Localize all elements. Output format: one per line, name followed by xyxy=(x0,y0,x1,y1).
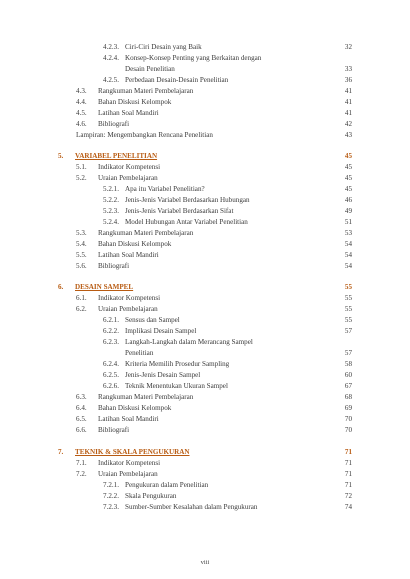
toc-entry-page: 68 xyxy=(344,393,352,401)
toc-entry-title: Skala Pengukuran xyxy=(125,492,177,500)
toc-entry-number: 7.2.3. xyxy=(103,503,119,511)
toc-chapter-heading[interactable] xyxy=(0,447,410,458)
toc-entry-number: 5.3. xyxy=(76,229,87,237)
toc-entry[interactable] xyxy=(0,381,410,392)
toc-entry[interactable] xyxy=(0,130,410,141)
toc-entry[interactable] xyxy=(0,173,410,184)
toc-entry-page: 41 xyxy=(344,87,352,95)
toc-entry[interactable] xyxy=(0,502,410,513)
toc-entry-number: 5.2.1. xyxy=(103,185,119,193)
toc-entry-number: 5.5. xyxy=(76,251,87,259)
toc-entry-page: 57 xyxy=(344,349,352,357)
toc-entry-page: 58 xyxy=(344,360,352,368)
toc-entry-number: 5.2. xyxy=(76,174,87,182)
toc-entry[interactable] xyxy=(0,162,410,173)
toc-entry[interactable] xyxy=(0,326,410,337)
toc-entry-title: Jenis-Jenis Desain Sampel xyxy=(125,371,201,379)
toc-entry-title: Uraian Pembelajaran xyxy=(98,174,158,182)
toc-entry[interactable] xyxy=(0,97,410,108)
toc-entry-page: 33 xyxy=(344,65,352,73)
toc-entry-title: Apa itu Variabel Penelitian? xyxy=(125,185,205,193)
toc-entry-title: Konsep-Konsep Penting yang Berkaitan dengan xyxy=(125,54,262,62)
toc-entry-title: Pengukuran dalam Penelitian xyxy=(125,481,209,489)
toc-entry-page: 55 xyxy=(344,294,352,302)
toc-entry-title: Lampiran: Mengembangkan Rencana Penelitian xyxy=(76,131,213,139)
toc-entry[interactable] xyxy=(0,64,410,75)
toc-entry-number: 6. xyxy=(58,283,64,291)
toc-entry-page: 55 xyxy=(344,316,352,324)
toc-entry-page: 43 xyxy=(344,131,352,139)
toc-entry-page: 71 xyxy=(344,459,352,467)
toc-entry[interactable] xyxy=(0,42,410,53)
toc-entry[interactable] xyxy=(0,261,410,272)
toc-entry-number: 6.4. xyxy=(76,404,87,412)
toc-entry[interactable] xyxy=(0,403,410,414)
toc-entry[interactable] xyxy=(0,370,410,381)
toc-entry-page: 74 xyxy=(344,503,352,511)
toc-entry-number: 6.2.4. xyxy=(103,360,119,368)
toc-entry-title: DESAIN SAMPEL xyxy=(75,283,134,291)
toc-entry[interactable] xyxy=(0,86,410,97)
toc-entry-title: Latihan Soal Mandiri xyxy=(98,415,159,423)
toc-entry-title: Desain Penelitian xyxy=(125,65,175,73)
toc-entry-page: 72 xyxy=(344,492,352,500)
toc-entry-number: 5. xyxy=(58,152,64,160)
toc-entry-page: 36 xyxy=(344,76,352,84)
toc-entry[interactable] xyxy=(0,480,410,491)
toc-entry-title: VARIABEL PENELITIAN xyxy=(75,152,158,160)
toc-entry-page: 45 xyxy=(344,163,352,171)
toc-entry-page: 41 xyxy=(344,98,352,106)
toc-entry-title: Uraian Pembelajaran xyxy=(98,470,158,478)
toc-entry[interactable] xyxy=(0,293,410,304)
toc-entry-title: TEKNIK & SKALA PENGUKURAN xyxy=(75,448,190,456)
toc-entry-title: Bibliografi xyxy=(98,262,130,270)
toc-entry-number: 6.6. xyxy=(76,426,87,434)
toc-entry-number: 4.2.4. xyxy=(103,54,119,62)
toc-entry-number: 6.5. xyxy=(76,415,87,423)
toc-entry[interactable] xyxy=(0,392,410,403)
toc-entry-title: Perbedaan Desain-Desain Penelitian xyxy=(125,76,229,84)
toc-entry-title: Rangkuman Materi Pembelajaran xyxy=(98,87,194,95)
toc-entry-title: Uraian Pembelajaran xyxy=(98,305,158,313)
toc-entry[interactable] xyxy=(0,206,410,217)
toc-entry[interactable] xyxy=(0,217,410,228)
toc-entry-page: 71 xyxy=(344,481,352,489)
toc-entry[interactable] xyxy=(0,491,410,502)
toc-entry-page: 53 xyxy=(344,229,352,237)
toc-entry-page: 70 xyxy=(344,426,352,434)
toc-entry-page: 71 xyxy=(344,448,352,456)
toc-entry-number: 5.6. xyxy=(76,262,87,270)
page-number-footer: viii xyxy=(200,559,210,566)
toc-entry[interactable] xyxy=(0,414,410,425)
toc-entry[interactable] xyxy=(0,53,410,64)
toc-entry-number: 6.2.2. xyxy=(103,327,119,335)
toc-entry-number: 6.1. xyxy=(76,294,87,302)
toc-chapter-heading[interactable] xyxy=(0,282,410,293)
toc-chapter-heading[interactable] xyxy=(0,151,410,162)
toc-entry-number: 7.2.1. xyxy=(103,481,119,489)
toc-entry-number: 4.3. xyxy=(76,87,87,95)
toc-entry-title: Implikasi Desain Sampel xyxy=(125,327,197,335)
toc-entry-number: 7.2. xyxy=(76,470,87,478)
toc-entry[interactable] xyxy=(0,348,410,359)
toc-entry-title: Bahan Diskusi Kelompok xyxy=(98,404,172,412)
toc-entry-number: 6.2.5. xyxy=(103,371,119,379)
toc-entry[interactable] xyxy=(0,304,410,315)
toc-entry-page: 54 xyxy=(344,240,352,248)
toc-entry-title: Indikator Kompetensi xyxy=(98,459,161,467)
toc-entry-number: 6.2.1. xyxy=(103,316,119,324)
toc-entry-page: 49 xyxy=(344,207,352,215)
toc-entry-page: 42 xyxy=(344,120,352,128)
toc-entry-number: 7.1. xyxy=(76,459,87,467)
toc-entry-page: 51 xyxy=(344,218,352,226)
toc-entry-title: Bahan Diskusi Kelompok xyxy=(98,98,172,106)
toc-entry-page: 67 xyxy=(344,382,352,390)
toc-entry-number: 4.5. xyxy=(76,109,87,117)
toc-entry-page: 45 xyxy=(344,174,352,182)
toc-entry-title: Model Hubungan Antar Variabel Penelitian xyxy=(125,218,248,226)
toc-entry[interactable] xyxy=(0,108,410,119)
toc-entry[interactable] xyxy=(0,458,410,469)
toc-entry[interactable] xyxy=(0,337,410,348)
toc-entry[interactable] xyxy=(0,184,410,195)
toc-entry-title: Bibliografi xyxy=(98,120,130,128)
toc-entry-number: 7. xyxy=(58,448,64,456)
toc-entry-page: 41 xyxy=(344,109,352,117)
toc-entry-title: Teknik Menentukan Ukuran Sampel xyxy=(125,382,228,390)
toc-entry-number: 4.2.5. xyxy=(103,76,119,84)
toc-entry-number: 6.2. xyxy=(76,305,87,313)
toc-entry-title: Bibliografi xyxy=(98,426,130,434)
toc-entry-number: 6.3. xyxy=(76,393,87,401)
toc-entry[interactable] xyxy=(0,228,410,239)
toc-entry[interactable] xyxy=(0,75,410,86)
toc-entry-page: 70 xyxy=(344,415,352,423)
toc-entry-title: Jenis-Jenis Variabel Berdasarkan Hubungan xyxy=(125,196,250,204)
toc-entry[interactable] xyxy=(0,469,410,480)
toc-entry-page: 46 xyxy=(344,196,352,204)
toc-entry-title: Sumber-Sumber Kesalahan dalam Pengukuran xyxy=(125,503,258,511)
toc-entry-number: 4.4. xyxy=(76,98,87,106)
toc-entry-page: 55 xyxy=(344,305,352,313)
toc-entry[interactable] xyxy=(0,195,410,206)
toc-entry-number: 4.2.3. xyxy=(103,43,119,51)
toc-entry-title: Ciri-Ciri Desain yang Baik xyxy=(125,43,202,51)
toc-entry-title: Bahan Diskusi Kelompok xyxy=(98,240,172,248)
toc-entry-number: 5.1. xyxy=(76,163,87,171)
toc-entry-title: Penelitian xyxy=(125,349,154,357)
toc-entry-page: 54 xyxy=(344,251,352,259)
toc-entry[interactable] xyxy=(0,239,410,250)
toc-entry-title: Jenis-Jenis Variabel Berdasarkan Sifat xyxy=(125,207,234,215)
toc-entry-page: 54 xyxy=(344,262,352,270)
toc-entry-title: Sensus dan Sampel xyxy=(125,316,180,324)
toc-entry[interactable] xyxy=(0,315,410,326)
toc-entry-page: 57 xyxy=(344,327,352,335)
toc-entry-title: Indikator Kompetensi xyxy=(98,163,161,171)
toc-entry-number: 6.2.6. xyxy=(103,382,119,390)
toc-entry-page: 60 xyxy=(344,371,352,379)
toc-entry-title: Indikator Kompetensi xyxy=(98,294,161,302)
toc-entry[interactable] xyxy=(0,359,410,370)
toc-entry-title: Rangkuman Materi Pembelajaran xyxy=(98,229,194,237)
toc-entry-number: 5.2.4. xyxy=(103,218,119,226)
toc-entry-number: 4.6. xyxy=(76,120,87,128)
toc-entry-number: 5.2.3. xyxy=(103,207,119,215)
toc-entry-title: Kriteria Memilih Prosedur Sampling xyxy=(125,360,230,368)
toc-entry-page: 71 xyxy=(344,470,352,478)
toc-entry-page: 69 xyxy=(344,404,352,412)
toc-entry[interactable] xyxy=(0,250,410,261)
toc-entry-title: Rangkuman Materi Pembelajaran xyxy=(98,393,194,401)
toc-entry-title: Langkah-Langkah dalam Merancang Sampel xyxy=(125,338,253,346)
toc-entry-number: 6.2.3. xyxy=(103,338,119,346)
toc-entry-number: 7.2.2. xyxy=(103,492,119,500)
toc-entry[interactable] xyxy=(0,119,410,130)
toc-entry-page: 45 xyxy=(344,185,352,193)
toc-entry-page: 32 xyxy=(344,43,352,51)
toc-entry-number: 5.2.2. xyxy=(103,196,119,204)
toc-entry-page: 55 xyxy=(344,283,352,291)
toc-entry-number: 5.4. xyxy=(76,240,87,248)
toc-entry-title: Latihan Soal Mandiri xyxy=(98,109,159,117)
toc-entry[interactable] xyxy=(0,425,410,436)
toc-entry-title: Latihan Soal Mandiri xyxy=(98,251,159,259)
toc-entry-page: 45 xyxy=(344,152,352,160)
